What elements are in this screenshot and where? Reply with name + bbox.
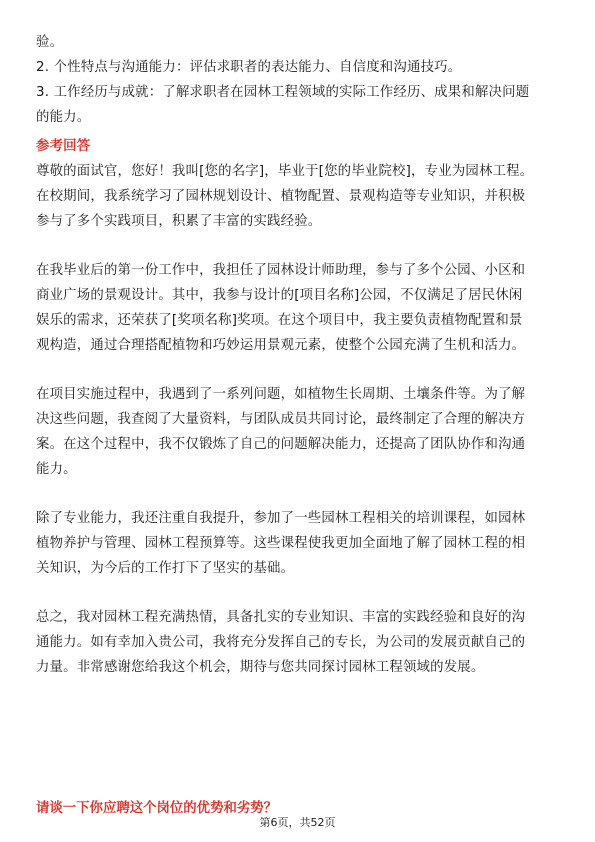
page-content — [36, 30, 560, 680]
paragraph-line: 参与了多个实践项目，积累了丰富的实践经验。 — [36, 214, 322, 229]
paragraph-line: 植物养护与管理、园林工程预算等。这些课程使我更加全面地了解了园林工程的相 — [36, 536, 526, 551]
answer-paragraph — [36, 506, 560, 581]
intro-line: 2. 个性特点与沟通能力：评估求职者的表达能力、自信度和沟通技巧。 — [36, 60, 462, 75]
paragraph-gap — [36, 482, 560, 506]
next-question-heading: 请谈一下你应聘这个岗位的优势和劣势？ — [36, 801, 278, 814]
paragraph-line: 总之，我对园林工程充满热情，具备扎实的专业知识、丰富的实践经验和良好的沟 — [36, 610, 526, 625]
paragraph-line: 能力。 — [36, 462, 77, 477]
answer-paragraph — [36, 382, 560, 482]
paragraph-line: 在项目实施过程中，我遇到了一系列问题，如植物生长周期、土壤条件等。为了解 — [36, 387, 526, 402]
paragraph-line: 在我毕业后的第一份工作中，我担任了园林设计师助理，参与了多个公园、小区和 — [36, 263, 526, 278]
paragraph-line: 通能力。如有幸加入贵公司，我将充分发挥自己的专长，为公司的发展贡献自己的 — [36, 635, 526, 650]
intro-line: 的能力。 — [36, 110, 91, 125]
paragraph-line: 力量。非常感谢您给我这个机会，期待与您共同探讨园林工程领域的发展。 — [36, 660, 485, 675]
intro-line: 验。 — [36, 35, 64, 50]
paragraph-gap — [36, 358, 560, 382]
paragraph-line: 关知识，为今后的工作打下了坚实的基础。 — [36, 561, 295, 576]
paragraph-line: 在校期间，我系统学习了园林规划设计、植物配置、景观构造等专业知识，并积极 — [36, 189, 526, 204]
answer-paragraph — [36, 605, 560, 680]
paragraph-line: 观构造，通过合理搭配植物和巧妙运用景观元素，使整个公园充满了生机和活力。 — [36, 338, 526, 353]
answer-paragraph — [36, 159, 560, 234]
paragraph-gap — [36, 234, 560, 258]
paragraph-line: 案。在这个过程中，我不仅锻炼了自己的问题解决能力，还提高了团队协作和沟通 — [36, 437, 526, 452]
answer-paragraph — [36, 258, 560, 358]
answer-heading: 参考回答 — [36, 139, 91, 154]
paragraph-gap — [36, 581, 560, 605]
paragraph-line: 娱乐的需求，还荣获了[奖项名称]奖项。在这个项目中，我主要负责植物配置和景 — [36, 313, 523, 328]
intro-block — [36, 30, 560, 130]
paragraph-line: 尊敬的面试官，您好！我叫[您的名字]，毕业于[您的毕业院校]，专业为园林工程。 — [36, 164, 534, 179]
paragraph-line: 除了专业能力，我还注重自我提升，参加了一些园林工程相关的培训课程，如园林 — [36, 511, 526, 526]
paragraph-line: 商业广场的景观设计。其中，我参与设计的[项目名称]公园，不仅满足了居民休闲 — [36, 288, 523, 303]
paragraph-line: 决这些问题，我查阅了大量资料，与团队成员共同讨论，最终制定了合理的解决方 — [36, 412, 526, 427]
page-footer: 第6页，共52页 — [259, 816, 336, 829]
intro-line: 3. 工作经历与成就：了解求职者在园林工程领域的实际工作经历、成果和解决问题 — [36, 85, 530, 100]
